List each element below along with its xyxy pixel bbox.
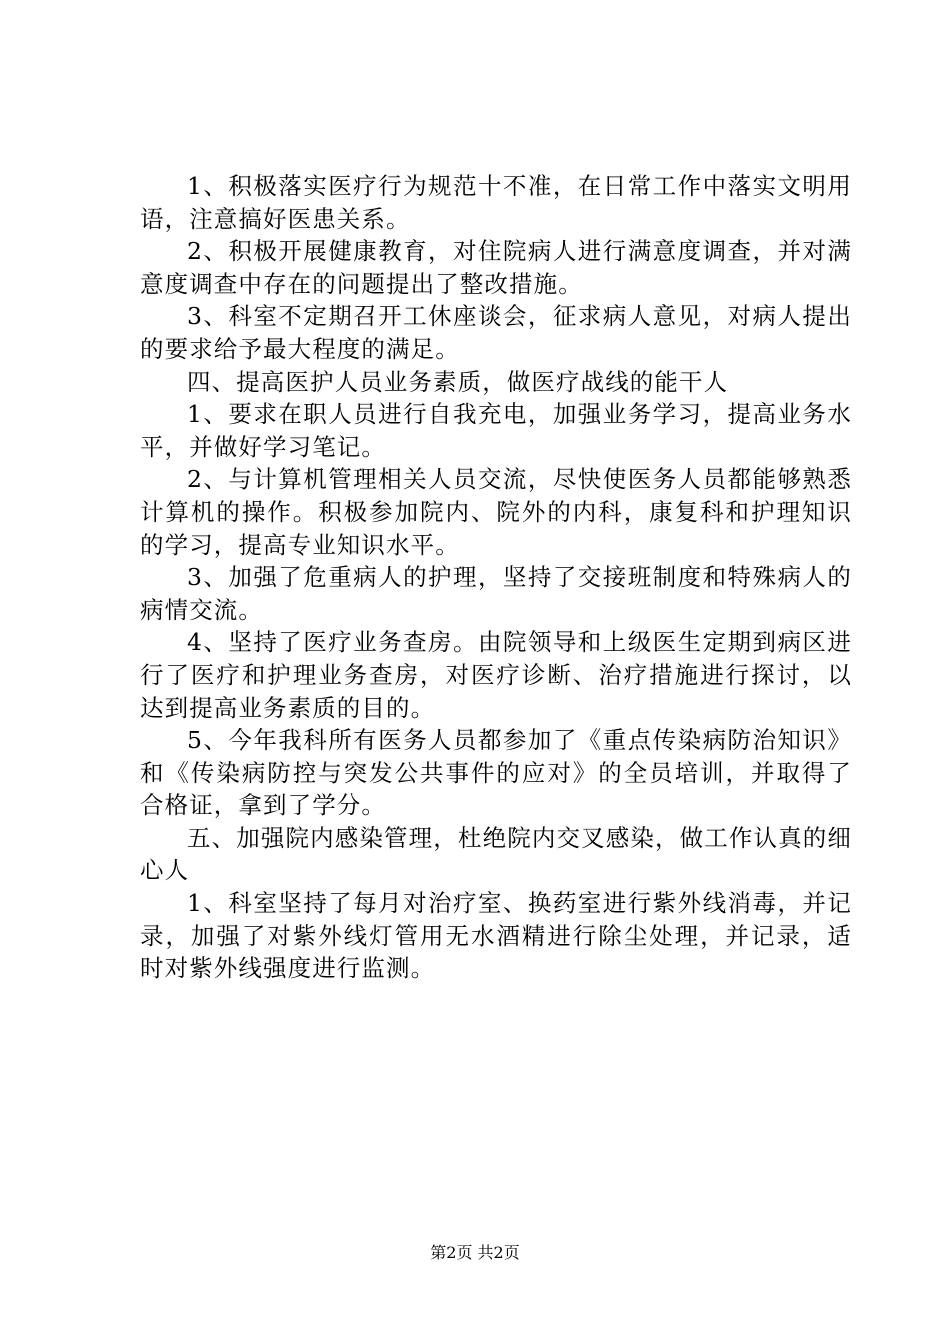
paragraph-11: 1、科室坚持了每月对治疗室、换药室进行紫外线消毒，并记录，加强了对紫外线灯管用无水酒精进行除尘处理，并记录，适时对紫外线强度进行监测。 — [140, 889, 852, 983]
section-heading-5: 五、加强院内感染管理，杜绝院内交叉感染，做工作认真的细心人 — [140, 823, 852, 885]
section-heading-4: 四、提高医护人员业务素质，做医疗战线的能干人 — [187, 367, 729, 396]
paragraph-8: 4、坚持了医疗业务查房。由院领导和上级医生定期到病区进行了医疗和护理业务查房，对医疗诊断、治疗措施进行探讨，以达到提高业务素质的目的。 — [140, 628, 852, 722]
paragraph-6: 2、与计算机管理相关人员交流，尽快使医务人员都能够熟悉计算机的操作。积极参加院内、院外的内科，康复科和护理知识的学习，提高专业知识水平。 — [140, 465, 852, 559]
paragraph-5: 1、要求在职人员进行自我充电，加强业务学习，提高业务水平，并做好学习笔记。 — [140, 400, 852, 461]
paragraph-1: 1、积极落实医疗行为规范十不准，在日常工作中落实文明用语，注意搞好医患关系。 — [140, 172, 852, 233]
paragraph-7: 3、加强了危重病人的护理，坚持了交接班制度和特殊病人的病情交流。 — [140, 563, 852, 624]
page-footer: 第2页 共2页 — [430, 1243, 520, 1262]
document-body — [140, 170, 852, 985]
paragraph-3: 3、科室不定期召开工休座谈会，征求病人意见，对病人提出的要求给予最大程度的满足。 — [140, 302, 852, 363]
paragraph-9: 5、今年我科所有医务人员都参加了《重点传染病防治知识》和《传染病防控与突发公共事件的应对》的全员培训，并取得了合格证，拿到了学分。 — [140, 726, 852, 820]
paragraph-2: 2、积极开展健康教育，对住院病人进行满意度调查，并对满意度调查中存在的问题提出了整改措施。 — [140, 237, 852, 298]
